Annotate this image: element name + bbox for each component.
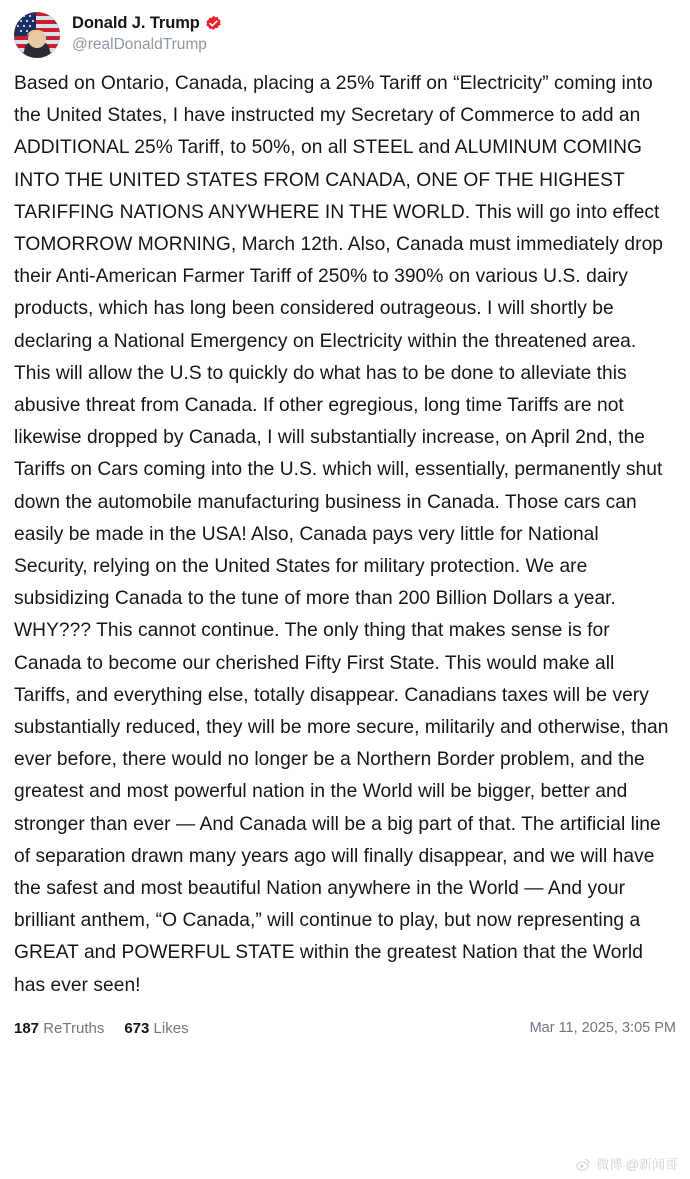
weibo-logo-icon	[575, 1156, 591, 1172]
retruths-stat[interactable]	[14, 1020, 104, 1037]
post-timestamp: Mar 11, 2025, 3:05 PM	[529, 1020, 676, 1037]
watermark	[575, 1154, 678, 1173]
author-handle[interactable]: @realDonaldTrump	[72, 36, 207, 53]
verified-check-icon	[205, 15, 222, 32]
retruths-count: 187	[14, 1019, 40, 1037]
post-body: Based on Ontario, Canada, placing a 25% Tariff on “Electricity” coming into the United States, I have instructed my Secretary of Commerce to add an ADDITIONAL 25% Tariff, to 50%, on all STEEL and ALUMINUM COMING INTO THE UNITED STATES FROM CANADA, ONE OF THE HIGHEST TARIFFING NATIONS ANYWHERE IN THE WORLD. This will go into effect TOMORROW MORNING, March 12th. Also, Canada must immediately drop their Anti-American Farmer Tariff of 250% to 390% on various U.S. dairy products, which has long been considered outrageous. I will shortly be declaring a National Emergency on Electricity within the threatened area. This will allow the U.S to quickly do what has to be done to alleviate this abusive threat from Canada. If other egregious, long time Tariffs are not likewise dropped by Canada, I will substantially increase, on April 2nd, the Tariffs on Cars coming into the U.S. which will, essentially, permanently shut down the automobile manufacturing business in Canada. Those cars can easily be made in the USA! Also, Canada pays very little for National Security, relying on the United States for military protection. We are subsidizing Canada to the tune of more than 200 Billion Dollars a year. WHY??? This cannot continue. The only thing that makes sense is for Canada to become our cherished Fifty First State. This would make all Tariffs, and everything else, totally disappear. Canadians taxes will be very substantially reduced, they will be more secure, militarily and otherwise, than ever before, there would no longer be a Northern Border problem, and the greatest and most powerful nation in the World will be bigger, better and stronger than ever — And Canada will be a big part of that. The artificial line of separation drawn many years ago will finally disappear, and we will have the safest and most beautiful Nation anywhere in the World — And your brilliant anthem, “O Canada,” will continue to play, but now representing a GREAT and POWERFUL STATE within the greatest Nation that the World has ever seen!	[14, 73, 674, 996]
likes-count: 673	[124, 1019, 150, 1037]
post-footer	[0, 1020, 690, 1037]
post-header	[14, 10, 676, 68]
name-row	[72, 14, 222, 33]
avatar[interactable]	[14, 12, 60, 58]
likes-label: Likes	[153, 1019, 189, 1037]
author-identity	[72, 12, 222, 54]
watermark-label: 微博 @新闻哥	[596, 1157, 678, 1172]
retruths-label: ReTruths	[43, 1019, 105, 1037]
likes-stat[interactable]	[124, 1020, 188, 1037]
author-display-name: Donald J. Trump	[72, 14, 200, 32]
